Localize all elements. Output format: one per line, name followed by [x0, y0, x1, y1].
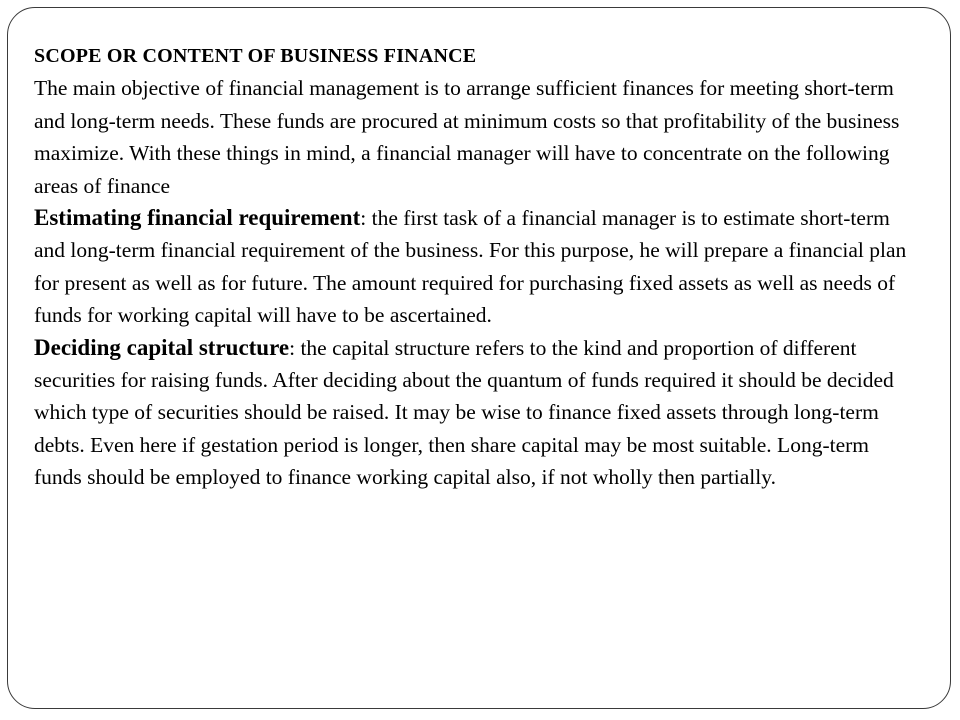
slide-content [34, 40, 914, 494]
section-estimating-financial-requirement [34, 202, 914, 332]
section-term: Estimating financial requirement [34, 205, 361, 231]
slide-heading: SCOPE OR CONTENT OF BUSINESS FINANCE [34, 45, 477, 67]
section-text: : the capital structure refers to the kind and proportion of different securities for raising funds. After deciding about the quantum of funds required it should be decided which type of securities should be raised. It may be wise to finance fixed assets through long-term debts. Even here if gestation period is longer, then share capital may be most suitable. Long-term funds should be employed to finance working capital also, if not wholly then partially. [34, 335, 894, 490]
section-text: : the first task of a financial manager is to estimate short-term and long-term financial requirement of the business. For this purpose, he will prepare a financial plan for present as well as for future. The amount required for purchasing fixed assets as well as needs of funds for working capital will have to be ascertained. [34, 206, 907, 328]
section-deciding-capital-structure [34, 332, 914, 494]
section-term: Deciding capital structure [34, 334, 290, 360]
intro-paragraph: The main objective of financial management is to arrange sufficient finances for meeting short-term and long-term needs. These funds are procured at minimum costs so that profitability of the business maximize. With these things in mind, a financial manager will have to concentrate on the following areas of finance [34, 76, 900, 198]
